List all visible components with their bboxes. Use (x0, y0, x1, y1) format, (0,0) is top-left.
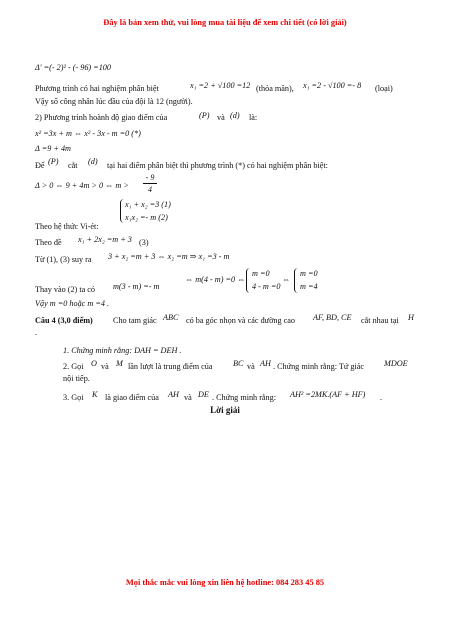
part1: 1. Chứng minh rằng: DAH = DEH . (63, 346, 182, 355)
fraction-minus9-over-4 (143, 173, 157, 194)
hotline-footer: Mọi thắc mắc vui lòng xin liên hệ hotline: 084 283 45 85 (125, 578, 325, 587)
delta-prime-line: Δ' =(- 2)² - (- 96) =100 (35, 63, 111, 72)
parabola-P: (P) (199, 111, 210, 120)
system2-line1: m =0 (300, 269, 318, 278)
part2-cyclic: nội tiếp. (63, 374, 90, 383)
equation-star: x² =3x + m ⇔ x² - 3x - m =0 (*) (35, 129, 141, 138)
root-accepted: (thỏa mãn), (256, 84, 294, 93)
vieta-product: x₁x₂ =- m (2) (125, 213, 168, 222)
inequality: Δ > 0 ⇔ 9 + 4m > 0 ⇔ m > (35, 181, 129, 190)
solution-heading: Lời giải (210, 405, 240, 415)
and-word: và (217, 113, 225, 122)
given-condition-num: (3) (139, 238, 149, 247)
condition-de: Để (35, 161, 45, 170)
part3-intersection: là giao điểm của (105, 393, 159, 402)
triangle-ABC: ABC (163, 313, 179, 322)
line-d: (d) (230, 111, 240, 120)
root-x2: x₁ =2 - √100 =- 8 (303, 81, 362, 90)
part3-period: . (380, 393, 383, 402)
given-condition-eq: x₁ + 2x₂ =m + 3 (78, 235, 132, 244)
fraction-numerator: - 9 (145, 173, 155, 182)
part2-goi: 2. Gọi (63, 362, 84, 371)
part3-DE: DE (198, 390, 209, 399)
roots-text: Phương trình có hai nghiệm phân biệt (35, 84, 159, 93)
point-M: M (116, 359, 123, 368)
factor-eq: ⇔ m(4 - m) =0 ⇔ (185, 275, 246, 284)
part2-va2: và (247, 362, 255, 371)
system1-brace (246, 268, 251, 293)
substitute-label: Thay vào (2) ta có (35, 285, 96, 294)
point-O: O (91, 359, 97, 368)
root-x1: x₁ =2 + √100 =12 (190, 81, 251, 90)
vieta-sum: x₁ + x₂ =3 (1) (125, 200, 171, 209)
question4-text2: có ba góc nhọn và các đường cao (186, 316, 296, 325)
segment-BC: BC (233, 359, 244, 368)
part3-prove: . Chứng minh rằng: (212, 393, 277, 402)
part2-va: và (101, 362, 109, 371)
derive-label: Từ (1), (3) suy ra (35, 255, 92, 264)
part2-prove: . Chứng minh rằng: Tứ giác (273, 362, 365, 371)
vieta-label: Theo hệ thức Vi-ét: (35, 222, 99, 231)
question4-period: . (35, 328, 38, 337)
segment-AH: AH (260, 359, 271, 368)
part3-equation: AH² =2MK.(AF + HF) (290, 390, 366, 399)
colon-la: là: (249, 113, 258, 122)
fraction-bar (143, 183, 157, 184)
altitudes: AF, BD, CE (313, 313, 352, 322)
part2-midpoints: lần lượt là trung điểm của (128, 362, 213, 371)
preview-header: Đây là bản xem thử, vui lòng mua tài liệu để xem chi tiết (có lời giải) (103, 18, 347, 27)
condition-text: tại hai điểm phân biệt thì phương trình (*) có hai nghiệm phân biệt: (107, 161, 328, 170)
system2-brace (294, 268, 299, 293)
final-answer: Vậy m =0 hoặc m =4 . (35, 299, 110, 308)
system1-line1: m =0 (252, 269, 270, 278)
system1-line2: 4 - m =0 (252, 282, 281, 291)
given-condition-label: Theo đề (35, 238, 62, 247)
quad-MDOE: MDOE (384, 359, 408, 368)
discriminant: Δ =9 + 4m (35, 144, 71, 153)
derive-eq: 3 + x₂ =m + 3 ⇔ x₂ =m ⇒ x₁ =3 - m (108, 252, 230, 261)
intersection-intro: 2) Phương trình hoành độ giao điểm của (35, 113, 168, 122)
part3-AH: AH (168, 390, 179, 399)
system2-line2: m =4 (300, 282, 318, 291)
condition-P: (P) (48, 157, 59, 166)
condition-cat: cắt (68, 161, 78, 170)
root-rejected: (loại) (375, 84, 393, 93)
part3-va: và (184, 393, 192, 402)
question4-title: Câu 4 (3,0 điểm) (35, 316, 93, 325)
conclusion-workers: Vậy số công nhân lúc đầu của đội là 12 (người). (35, 97, 193, 106)
fraction-denominator: 4 (148, 185, 152, 194)
substitute-eq: m(3 - m) =- m (113, 282, 160, 291)
question4-text3: cắt nhau tại (361, 316, 399, 325)
question4-text1: Cho tam giác (113, 316, 157, 325)
point-K: K (92, 390, 98, 399)
point-H: H (408, 313, 414, 322)
equivalent-arrow: ⇔ (282, 275, 291, 284)
part3-goi: 3. Gọi (63, 393, 84, 402)
condition-d: (d) (88, 157, 98, 166)
